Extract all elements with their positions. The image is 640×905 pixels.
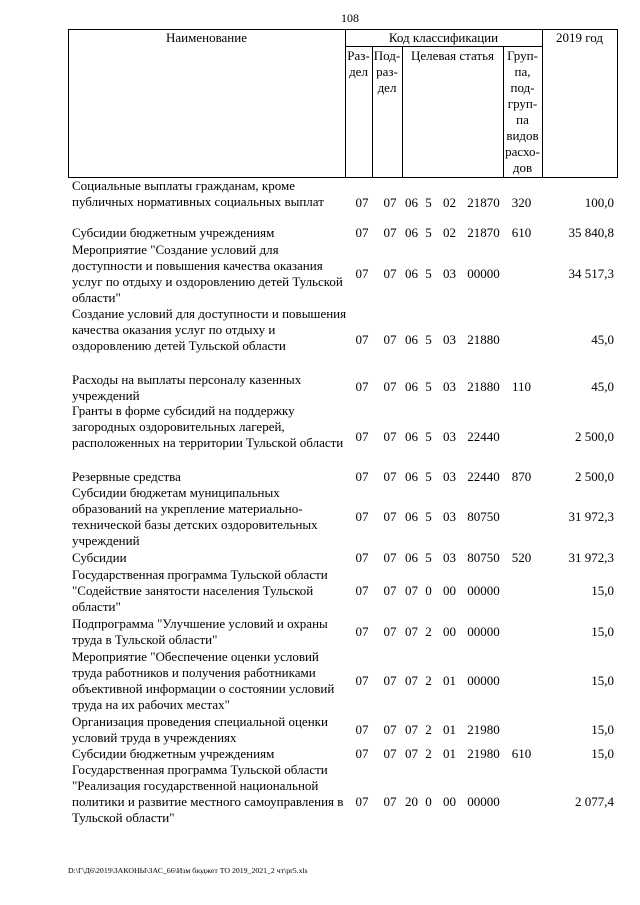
section-code: 07 bbox=[355, 583, 369, 598]
amount-2019: 2 077,4 bbox=[575, 794, 614, 809]
header-subsection: Под- раз- дел bbox=[373, 48, 401, 95]
direction-code: 21870 bbox=[467, 225, 500, 240]
subsection-code: 07 bbox=[383, 379, 397, 394]
event-code: 01 bbox=[443, 746, 456, 761]
header-expense-group: Груп- па, под- груп- па видов расхо- дов bbox=[505, 48, 540, 175]
table-left-border bbox=[68, 29, 69, 178]
header-target-article: Целевая статья bbox=[410, 48, 494, 63]
amount-2019: 35 840,8 bbox=[568, 225, 614, 240]
file-path-footer: D:\Г\Д6\2019\ЗАКОНЫ\ЗАС_66\Изм бюджет ТО 2019_2021_2 чт\pr5.xls bbox=[68, 866, 308, 875]
subprogram-code: 5 bbox=[425, 509, 432, 524]
section-code: 07 bbox=[355, 722, 369, 737]
subsection-code: 07 bbox=[383, 722, 397, 737]
program-code: 06 bbox=[405, 379, 418, 394]
event-code: 03 bbox=[443, 550, 456, 565]
expense-group-code: 110 bbox=[511, 379, 532, 394]
section-code: 07 bbox=[355, 379, 369, 394]
subsection-code: 07 bbox=[383, 794, 397, 809]
subprogram-code: 2 bbox=[425, 624, 432, 639]
program-code: 06 bbox=[405, 550, 418, 565]
header-section: Раз- дел bbox=[347, 48, 370, 79]
section-code: 07 bbox=[355, 794, 369, 809]
amount-2019: 15,0 bbox=[591, 583, 614, 598]
header-classification-code: Код классификации bbox=[388, 30, 499, 45]
subprogram-code: 5 bbox=[425, 379, 432, 394]
event-code: 01 bbox=[443, 673, 456, 688]
direction-code: 00000 bbox=[467, 266, 500, 281]
row-name: Резервные средства bbox=[72, 469, 181, 484]
direction-code: 00000 bbox=[467, 794, 500, 809]
row-name: Субсидии бюджетным учреждениям bbox=[72, 225, 275, 240]
event-code: 00 bbox=[443, 583, 456, 598]
subprogram-code: 5 bbox=[425, 195, 432, 210]
amount-2019: 15,0 bbox=[591, 673, 614, 688]
row-name: Государственная программа Тульской области "Реализация государственной национальной политики и развитие местного самоуправления в Тульской области" bbox=[72, 762, 344, 825]
program-code: 07 bbox=[405, 746, 418, 761]
amount-2019: 31 972,3 bbox=[568, 509, 614, 524]
direction-code: 80750 bbox=[467, 550, 500, 565]
section-code: 07 bbox=[355, 469, 369, 484]
direction-code: 21870 bbox=[467, 195, 500, 210]
subprogram-code: 5 bbox=[425, 469, 432, 484]
amount-2019: 15,0 bbox=[591, 746, 614, 761]
subprogram-code: 0 bbox=[425, 583, 432, 598]
program-code: 07 bbox=[405, 583, 418, 598]
event-code: 01 bbox=[443, 722, 456, 737]
subprogram-code: 2 bbox=[425, 722, 432, 737]
section-code: 07 bbox=[355, 225, 369, 240]
direction-code: 21980 bbox=[467, 746, 500, 761]
event-code: 02 bbox=[443, 225, 456, 240]
row-name: Социальные выплаты гражданам, кроме публичных нормативных социальных выплат bbox=[72, 178, 324, 209]
event-code: 03 bbox=[443, 332, 456, 347]
amount-2019: 15,0 bbox=[591, 624, 614, 639]
amount-2019: 2 500,0 bbox=[575, 469, 614, 484]
direction-code: 21980 bbox=[467, 722, 500, 737]
row-name: Расходы на выплаты персоналу казенных учреждений bbox=[72, 372, 302, 403]
program-code: 06 bbox=[405, 266, 418, 281]
subsection-code: 07 bbox=[383, 673, 397, 688]
event-code: 00 bbox=[443, 794, 456, 809]
section-code: 07 bbox=[355, 509, 369, 524]
expense-group-code: 610 bbox=[511, 225, 532, 240]
program-code: 07 bbox=[405, 624, 418, 639]
subprogram-code: 2 bbox=[425, 673, 432, 688]
event-code: 03 bbox=[443, 379, 456, 394]
subsection-code: 07 bbox=[383, 746, 397, 761]
event-code: 02 bbox=[443, 195, 456, 210]
program-code: 06 bbox=[405, 225, 418, 240]
amount-2019: 31 972,3 bbox=[568, 550, 614, 565]
section-code: 07 bbox=[355, 624, 369, 639]
direction-code: 21880 bbox=[467, 379, 500, 394]
row-name: Субсидии бюджетам муниципальных образований на укрепление материально- технической базы детских оздоровительных учреждений bbox=[72, 485, 318, 548]
subprogram-code: 2 bbox=[425, 746, 432, 761]
event-code: 00 bbox=[443, 624, 456, 639]
section-code: 07 bbox=[355, 195, 369, 210]
subprogram-code: 5 bbox=[425, 266, 432, 281]
section-code: 07 bbox=[355, 266, 369, 281]
row-name: Мероприятие "Создание условий для доступности и повышения качества оказания услуг по отдыху и оздоровлению детей Тульской области" bbox=[72, 242, 343, 305]
program-code: 07 bbox=[405, 722, 418, 737]
event-code: 03 bbox=[443, 429, 456, 444]
row-name: Создание условий для доступности и повышения качества оказания услуг по отдыху и оздоровлению детей Тульской области bbox=[72, 306, 347, 353]
subsection-code: 07 bbox=[383, 550, 397, 565]
direction-code: 22440 bbox=[467, 429, 500, 444]
row-name: Субсидии bbox=[72, 550, 127, 565]
subsection-code: 07 bbox=[383, 225, 397, 240]
event-code: 03 bbox=[443, 469, 456, 484]
program-code: 06 bbox=[405, 332, 418, 347]
header-name: Наименование bbox=[166, 30, 247, 45]
program-code: 07 bbox=[405, 673, 418, 688]
row-name: Гранты в форме субсидий на поддержку загородных оздоровительных лагерей, расположенных на территории Тульской области bbox=[72, 403, 344, 450]
direction-code: 00000 bbox=[467, 673, 500, 688]
amount-2019: 45,0 bbox=[591, 332, 614, 347]
subsection-code: 07 bbox=[383, 624, 397, 639]
amount-2019: 15,0 bbox=[591, 722, 614, 737]
event-code: 03 bbox=[443, 509, 456, 524]
expense-group-code: 520 bbox=[511, 550, 532, 565]
subsection-code: 07 bbox=[383, 195, 397, 210]
program-code: 20 bbox=[405, 794, 418, 809]
subsection-code: 07 bbox=[383, 583, 397, 598]
direction-code: 22440 bbox=[467, 469, 500, 484]
subprogram-code: 5 bbox=[425, 429, 432, 444]
amount-2019: 34 517,3 bbox=[568, 266, 614, 281]
column-divider bbox=[542, 29, 543, 178]
expense-group-code: 320 bbox=[511, 195, 532, 210]
program-code: 06 bbox=[405, 429, 418, 444]
direction-code: 00000 bbox=[467, 624, 500, 639]
program-code: 06 bbox=[405, 469, 418, 484]
direction-code: 00000 bbox=[467, 583, 500, 598]
subsection-code: 07 bbox=[383, 469, 397, 484]
subsection-code: 07 bbox=[383, 332, 397, 347]
program-code: 06 bbox=[405, 195, 418, 210]
subsection-code: 07 bbox=[383, 266, 397, 281]
event-code: 03 bbox=[443, 266, 456, 281]
section-code: 07 bbox=[355, 746, 369, 761]
direction-code: 21880 bbox=[467, 332, 500, 347]
subprogram-code: 5 bbox=[425, 332, 432, 347]
amount-2019: 100,0 bbox=[584, 195, 614, 210]
column-divider bbox=[402, 46, 403, 178]
header-year: 2019 год bbox=[556, 30, 603, 45]
subsection-code: 07 bbox=[383, 509, 397, 524]
row-name: Субсидии бюджетным учреждениям bbox=[72, 746, 275, 761]
subprogram-code: 5 bbox=[425, 550, 432, 565]
subsection-code: 07 bbox=[383, 429, 397, 444]
subprogram-code: 0 bbox=[425, 794, 432, 809]
section-code: 07 bbox=[355, 429, 369, 444]
subprogram-code: 5 bbox=[425, 225, 432, 240]
section-code: 07 bbox=[355, 673, 369, 688]
row-name: Мероприятие "Обеспечение оценки условий труда работников и получения работниками объективной информации о состоянии условий труда на их рабочих местах" bbox=[72, 649, 335, 712]
expense-group-code: 870 bbox=[511, 469, 532, 484]
row-name: Подпрограмма "Улучшение условий и охраны труда в Тульской области" bbox=[72, 616, 328, 647]
classification-divider bbox=[345, 46, 543, 47]
section-code: 07 bbox=[355, 550, 369, 565]
expense-group-code: 610 bbox=[511, 746, 532, 761]
amount-2019: 2 500,0 bbox=[575, 429, 614, 444]
program-code: 06 bbox=[405, 509, 418, 524]
amount-2019: 45,0 bbox=[591, 379, 614, 394]
row-name: Государственная программа Тульской области "Содействие занятости населения Тульской области" bbox=[72, 567, 328, 614]
table-right-border bbox=[617, 29, 618, 178]
direction-code: 80750 bbox=[467, 509, 500, 524]
page-number: 108 bbox=[341, 11, 359, 25]
row-name: Организация проведения специальной оценки условий труда в учреждениях bbox=[72, 714, 328, 745]
section-code: 07 bbox=[355, 332, 369, 347]
